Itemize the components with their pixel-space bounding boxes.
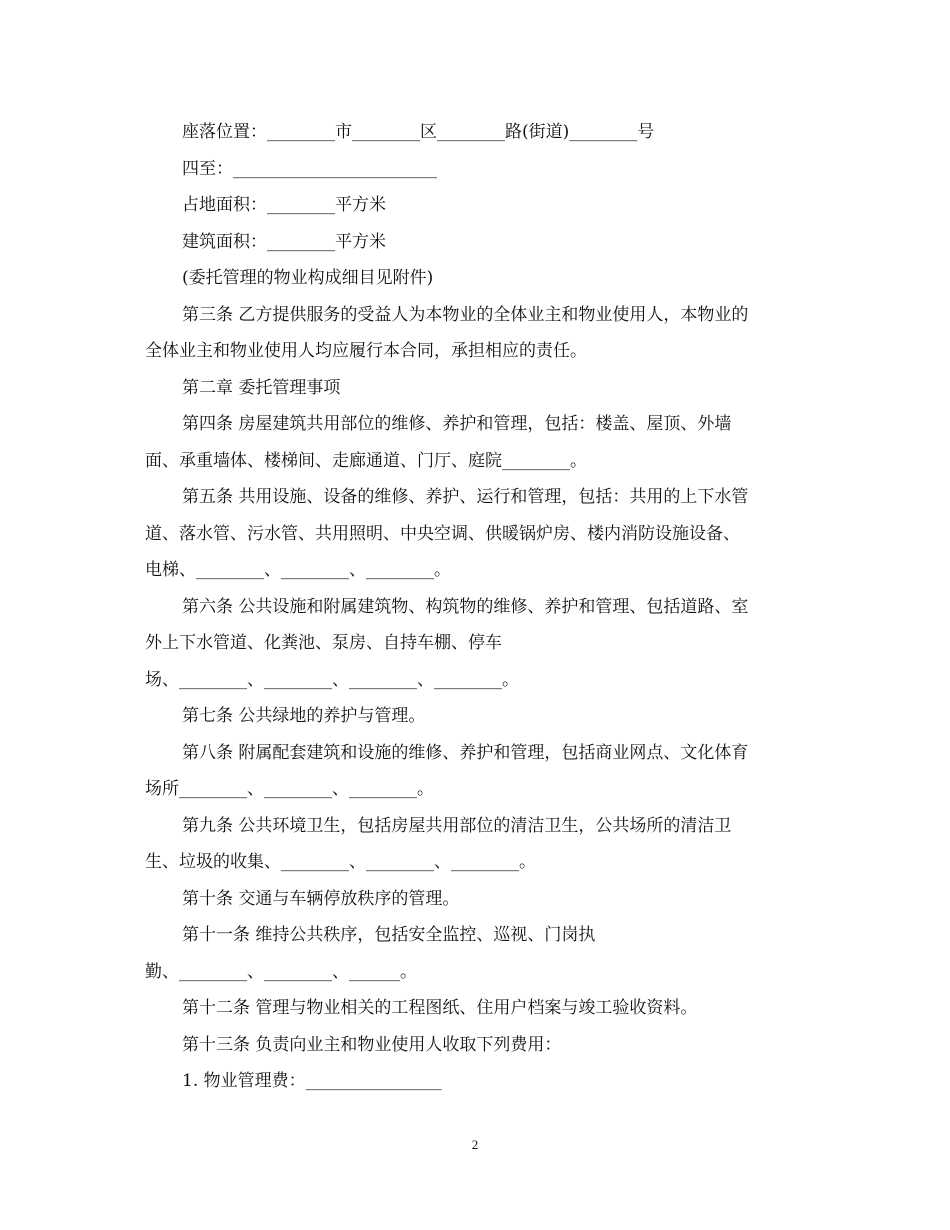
document-body <box>145 114 815 1100</box>
text-line: 第十二条 管理与物业相关的工程图纸、住用户档案与竣工验收资料。 <box>182 998 698 1018</box>
text-line: 第十三条 负责向业主和物业使用人收取下列费用： <box>182 1034 562 1055</box>
text-line: 生、垃圾的收集、________、________、________。 <box>145 852 536 872</box>
text-line: 全体业主和物业使用人均应履行本合同，承担相应的责任。 <box>145 341 587 361</box>
text-line: 勤、________、________、______。 <box>145 961 417 982</box>
text-line: 建筑面积：________平方米 <box>182 231 386 252</box>
text-line: 第六条 公共设施和附属建筑物、构筑物的维修、养护和管理、包括道路、室 <box>182 596 749 617</box>
text-line: 占地面积：________平方米 <box>182 195 386 215</box>
text-line: 第三条 乙方提供服务的受益人为本物业的全体业主和物业使用人，本物业的 <box>182 304 749 325</box>
text-line: 面、承重墙体、楼梯间、走廊通道、门厅、庭院________。 <box>145 450 587 471</box>
text-line: 道、落水管、污水管、共用照明、中央空调、供暖锅炉房、楼内消防设施设备、 <box>145 523 740 544</box>
text-line: 场、________、________、________、________。 <box>145 669 519 690</box>
text-line: 第五条 共用设施、设备的维修、养护、运行和管理，包括：共用的上下水管 <box>182 487 749 507</box>
text-line: 场所________、________、________。 <box>145 779 434 799</box>
text-line: 外上下水管道、化粪池、泵房、自持车棚、停车 <box>145 633 502 653</box>
text-line: 第四条 房屋建筑共用部位的维修、养护和管理，包括：楼盖、屋顶、外墙 <box>182 414 732 434</box>
text-line: 座落位置：________市________区________路(街道)________号 <box>182 122 655 142</box>
text-line: 第九条 公共环境卫生，包括房屋共用部位的清洁卫生，公共场所的清洁卫 <box>182 815 732 836</box>
page-number: 2 <box>471 1137 479 1152</box>
text-line: 第十条 交通与车辆停放秩序的管理。 <box>182 888 460 909</box>
chapter-heading: 第二章 委托管理事项 <box>182 377 341 398</box>
text-line: 第十一条 维持公共秩序，包括安全监控、巡视、门岗执 <box>182 925 596 945</box>
text-line: (委托管理的物业构成细目见附件) <box>182 268 434 288</box>
text-line: 1. 物业管理费：________________ <box>182 1071 442 1091</box>
text-line: 电梯、________、________、________。 <box>145 560 451 580</box>
text-line: 第八条 附属配套建筑和设施的维修、养护和管理，包括商业网点、文化体育 <box>182 742 749 763</box>
text-line: 第七条 公共绿地的养护与管理。 <box>182 706 426 726</box>
text-line: 四至：________________________ <box>182 158 437 179</box>
